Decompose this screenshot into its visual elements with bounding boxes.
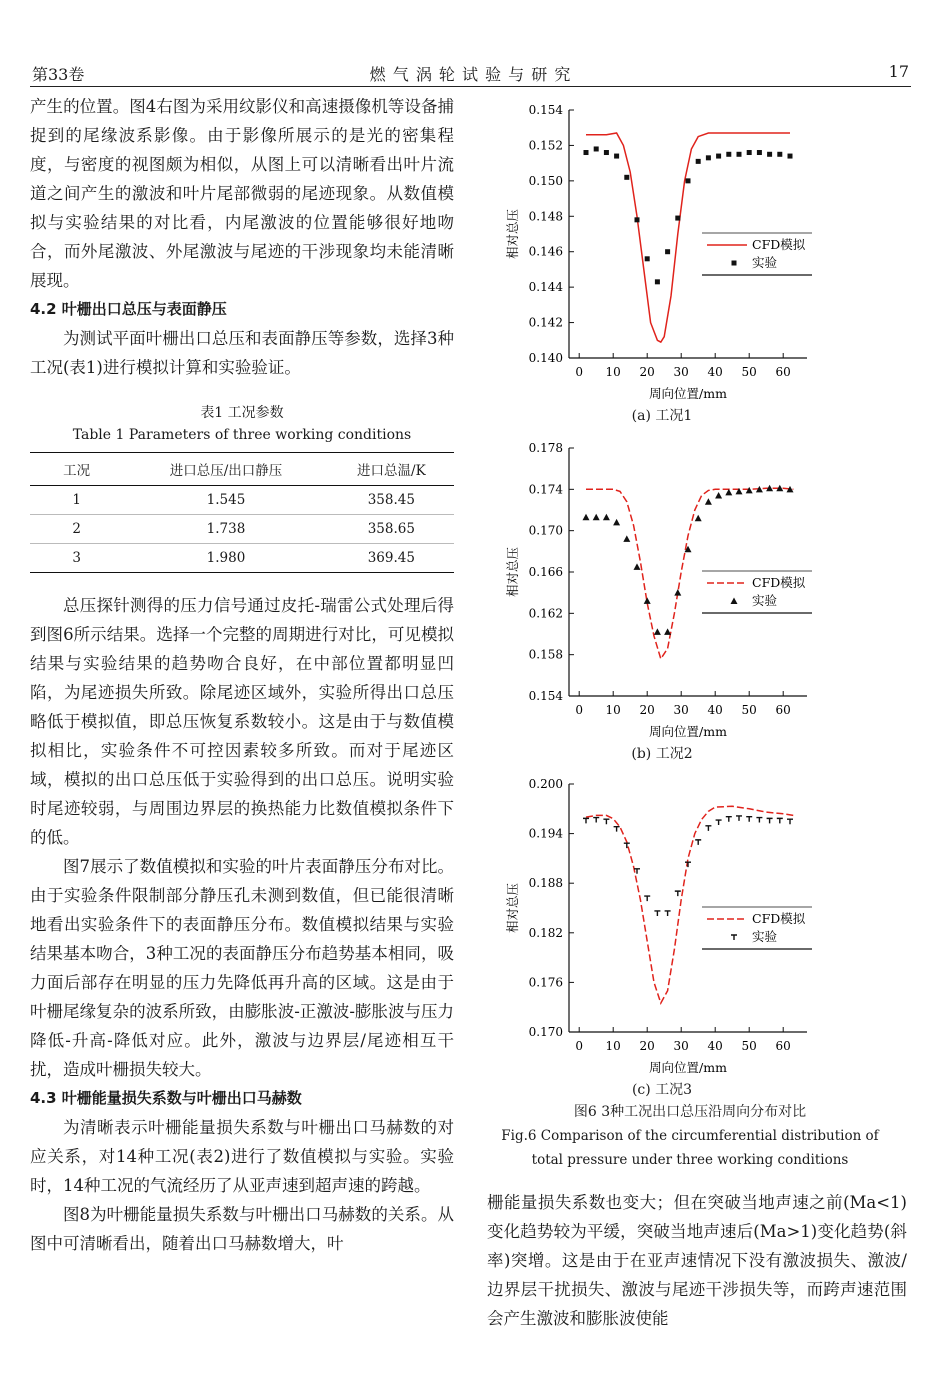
table-caption-cn: 表1 工况参数 — [200, 405, 284, 421]
experiment-point — [705, 498, 712, 505]
y-tick-label: 0.170 — [528, 1025, 563, 1039]
table-cell: 1.980 — [123, 544, 328, 573]
right-column — [487, 1188, 907, 1333]
chart-b — [497, 438, 827, 763]
experiment-point — [726, 817, 732, 822]
x-tick-label: 30 — [673, 1039, 689, 1053]
page-number: 17 — [888, 62, 909, 81]
y-tick-label: 0.194 — [528, 826, 563, 841]
experiment-point — [685, 862, 691, 867]
experiment-point — [644, 896, 650, 901]
y-tick-label: 0.166 — [528, 565, 563, 579]
experiment-point — [788, 154, 793, 159]
experiment-point — [706, 155, 711, 160]
y-tick-label: 0.182 — [528, 925, 563, 940]
paragraph-6: 图8为叶栅能量损失系数与叶栅出口马赫数的关系。从图中可清晰看出，随着出口马赫数增大，叶 — [30, 1205, 454, 1253]
experiment-point — [716, 154, 721, 159]
x-tick-label: 50 — [741, 703, 757, 717]
y-axis-label: 相对总压 — [505, 882, 520, 934]
paragraph-4: 图7展示了数值模拟和实验的叶片表面静压分布对比。由于实验条件限制部分静压孔未测到数值，但已能很清晰地看出实验条件下的表面静压分布。数值模拟结果与实验结果基本吻合，3种工况的表面静压分布趋势基本相同，吸力面后部存在明显的压力先降低再升高的区域。这是由于叶栅尾缘复杂的波系所致，由膨胀波-正激波-膨胀波与压力降低-升高-降低对应。此外，激波与边界层/尾迹相互干扰，造成叶栅损失较大。 — [30, 857, 454, 1079]
y-tick-label: 0.176 — [528, 975, 563, 990]
y-tick-label: 0.152 — [528, 138, 563, 153]
journal-title: 燃 气 涡 轮 试 验 与 研 究 — [369, 65, 572, 84]
y-tick-label: 0.148 — [528, 209, 563, 224]
x-tick-label: 10 — [605, 1039, 621, 1053]
experiment-point — [756, 818, 762, 823]
experiment-point — [726, 152, 731, 157]
experiment-point — [665, 911, 671, 916]
x-axis-label: 周向位置/mm — [649, 386, 727, 401]
section-4-3-heading: 4.3 叶栅能量损失系数与叶栅出口马赫数 — [30, 1089, 302, 1107]
table-cell: 3 — [30, 544, 123, 573]
table-header: 进口总压/出口静压 — [123, 453, 328, 486]
y-tick-label: 0.174 — [528, 482, 563, 497]
experiment-point — [747, 150, 752, 155]
section-4-2-heading: 4.2 叶栅出口总压与表面静压 — [30, 300, 227, 318]
right-paragraph: 栅能量损失系数也变大；但在突破当地声速之前(Ma<1)变化趋势较为平缓，突破当地声速后(Ma>1)变化趋势(斜率)突增。这是由于在亚声速情况下没有激波损失、激波/边界层干扰损失、激波与尾迹干涉损失等，而跨声速范围会产生激波和膨胀波使能 — [487, 1193, 907, 1328]
experiment-point — [777, 152, 782, 157]
table-cell: 1.738 — [123, 515, 328, 544]
y-axis-label: 相对总压 — [505, 546, 520, 598]
cfd-series-line — [586, 806, 793, 1003]
experiment-point — [736, 816, 742, 821]
x-axis-label: 周向位置/mm — [649, 724, 727, 739]
experiment-point — [635, 217, 640, 222]
table-header-row — [30, 453, 454, 486]
experiment-point — [767, 152, 772, 157]
experiment-point — [645, 256, 650, 261]
figure-caption-cn: 图6 3种工况出口总压沿周向分布对比 — [573, 1104, 807, 1120]
experiment-point — [675, 216, 680, 221]
table-cell: 369.45 — [329, 544, 454, 573]
paragraph-3: 总压探针测得的压力信号通过皮托-瑞雷公式处理后得到图6所示结果。选择一个完整的周期进行对比，可见模拟结果与实验结果的趋势吻合良好，在中部位置都明显凹陷，为尾迹损失所致。除尾迹区域外，实验所得出口总压略低于模拟值，即总压恢复系数较小。这是由于与数值模拟相比，实验条件不可控因素较多所致。而对于尾迹区域，模拟的出口总压低于实验得到的出口总压。说明实验时尾迹较弱，与周围边界层的换热能力比数值模拟条件下的低。 — [30, 596, 454, 847]
x-tick-label: 30 — [673, 703, 689, 717]
chart-c-svg — [497, 774, 827, 1079]
table-row — [30, 486, 454, 515]
y-tick-label: 0.178 — [528, 441, 563, 455]
experiment-point — [716, 820, 722, 825]
x-tick-label: 10 — [605, 365, 621, 379]
experiment-point — [603, 819, 609, 824]
legend-cfd-label: CFD模拟 — [752, 911, 806, 926]
y-tick-label: 0.146 — [528, 244, 563, 259]
y-tick-label: 0.188 — [528, 876, 563, 891]
table-row — [30, 515, 454, 544]
paragraph-1: 产生的位置。图4右图为采用纹影仪和高速摄像机等设备捕捉到的尾缘波系影像。由于影像所展示的是光的密集程度，与密度的视图颇为相似，从图上可以清晰看出叶片流道之间产生的激波和叶片尾部微弱的尾迹现象。从数值模拟与实验结果的对比看，内尾激波的位置能够很好地吻合，而外尾激波、外尾激波与尾迹的干涉现象均未能清晰展现。 — [30, 97, 454, 290]
y-tick-label: 0.154 — [528, 689, 563, 703]
experiment-point — [674, 589, 681, 596]
x-tick-label: 60 — [775, 365, 791, 379]
experiment-point — [593, 514, 600, 521]
legend-experiment-label: 实验 — [752, 593, 778, 608]
table-header: 工况 — [30, 453, 123, 486]
paragraph-5: 为清晰表示叶栅能量损失系数与叶栅出口马赫数的对应关系，对14种工况(表2)进行了数值模拟与实验。实验时，14种工况的气流经历了从亚声速到超声速的跨越。 — [30, 1118, 454, 1195]
legend-experiment-marker — [732, 261, 737, 266]
experiment-point — [623, 535, 630, 542]
experiment-point — [695, 515, 702, 522]
working-conditions-table — [30, 452, 454, 573]
experiment-point — [603, 514, 610, 521]
x-tick-label: 10 — [605, 703, 621, 717]
table-caption-en: Table 1 Parameters of three working conditions — [72, 427, 412, 443]
chart-c — [497, 774, 827, 1099]
page-header — [30, 58, 911, 87]
legend-experiment-label: 实验 — [752, 255, 778, 270]
x-tick-label: 20 — [639, 365, 655, 379]
legend-experiment-marker — [731, 598, 738, 605]
volume-label: 第33卷 — [32, 65, 85, 84]
y-tick-label: 0.162 — [528, 606, 563, 621]
experiment-point — [746, 817, 752, 822]
table-row — [30, 544, 454, 573]
experiment-point — [746, 487, 753, 494]
chart-a — [497, 100, 827, 425]
experiment-point — [593, 818, 599, 823]
legend-cfd-label: CFD模拟 — [752, 237, 806, 252]
chart-b-svg — [497, 438, 827, 743]
chart-a-subtitle: (a) 工况1 — [631, 408, 693, 424]
experiment-point — [583, 818, 589, 823]
x-tick-label: 40 — [707, 365, 723, 379]
experiment-point — [614, 827, 620, 832]
experiment-point — [613, 519, 620, 526]
x-axis-label: 周向位置/mm — [649, 1060, 727, 1075]
experiment-point — [583, 514, 590, 521]
experiment-point — [654, 911, 660, 916]
figure-caption — [490, 1100, 890, 1172]
experiment-point — [644, 597, 651, 604]
y-tick-label: 0.154 — [528, 103, 563, 117]
x-tick-label: 60 — [775, 1039, 791, 1053]
experiment-point — [695, 840, 701, 845]
legend-cfd-label: CFD模拟 — [752, 575, 806, 590]
chart-b-subtitle: (b) 工况2 — [631, 746, 693, 762]
legend-experiment-marker — [731, 935, 737, 940]
figure-caption-en: Fig.6 Comparison of the circumferential distribution of total pressure under three working conditions — [501, 1128, 879, 1168]
legend-experiment-label: 实验 — [752, 929, 778, 944]
experiment-point — [757, 150, 762, 155]
table-cell: 1.545 — [123, 486, 328, 515]
experiment-point — [787, 819, 793, 824]
x-tick-label: 0 — [575, 703, 584, 717]
x-tick-label: 40 — [707, 1039, 723, 1053]
table-cell: 358.45 — [329, 486, 454, 515]
experiment-point — [604, 150, 609, 155]
y-tick-label: 0.158 — [528, 647, 563, 662]
y-tick-label: 0.144 — [528, 280, 563, 295]
experiment-point — [665, 249, 670, 254]
y-tick-label: 0.150 — [528, 173, 563, 188]
paragraph-2: 为测试平面叶栅出口总压和表面静压等参数，选择3种工况(表1)进行模拟计算和实验验证。 — [30, 329, 454, 377]
x-tick-label: 0 — [575, 1039, 584, 1053]
x-tick-label: 30 — [673, 365, 689, 379]
x-tick-label: 20 — [639, 703, 655, 717]
experiment-point — [614, 154, 619, 159]
experiment-point — [655, 279, 660, 284]
x-tick-label: 0 — [575, 365, 584, 379]
experiment-point — [624, 175, 629, 180]
y-tick-label: 0.140 — [528, 351, 563, 365]
chart-c-subtitle: (c) 工况3 — [631, 1082, 693, 1098]
experiment-point — [664, 628, 671, 635]
experiment-point — [705, 826, 711, 831]
x-tick-label: 40 — [707, 703, 723, 717]
y-tick-label: 0.170 — [528, 523, 563, 538]
experiment-point — [675, 891, 681, 896]
y-tick-label: 0.142 — [528, 315, 563, 330]
x-tick-label: 60 — [775, 703, 791, 717]
experiment-point — [594, 146, 599, 151]
table-cell: 2 — [30, 515, 123, 544]
table-cell: 358.65 — [329, 515, 454, 544]
y-axis-label: 相对总压 — [505, 208, 520, 260]
left-column — [30, 92, 454, 1258]
experiment-point — [737, 152, 742, 157]
y-tick-label: 0.200 — [528, 777, 563, 791]
x-tick-label: 50 — [741, 1039, 757, 1053]
chart-a-svg — [497, 100, 827, 405]
table-cell: 1 — [30, 486, 123, 515]
experiment-point — [715, 492, 722, 499]
experiment-point — [634, 563, 641, 570]
experiment-point — [777, 818, 783, 823]
x-tick-label: 50 — [741, 365, 757, 379]
experiment-point — [767, 818, 773, 823]
experiment-point — [584, 150, 589, 155]
experiment-point — [686, 178, 691, 183]
experiment-point — [696, 159, 701, 164]
experiment-point — [654, 628, 661, 635]
x-tick-label: 20 — [639, 1039, 655, 1053]
table-header: 进口总温/K — [329, 453, 454, 486]
cfd-series-line — [586, 488, 793, 659]
